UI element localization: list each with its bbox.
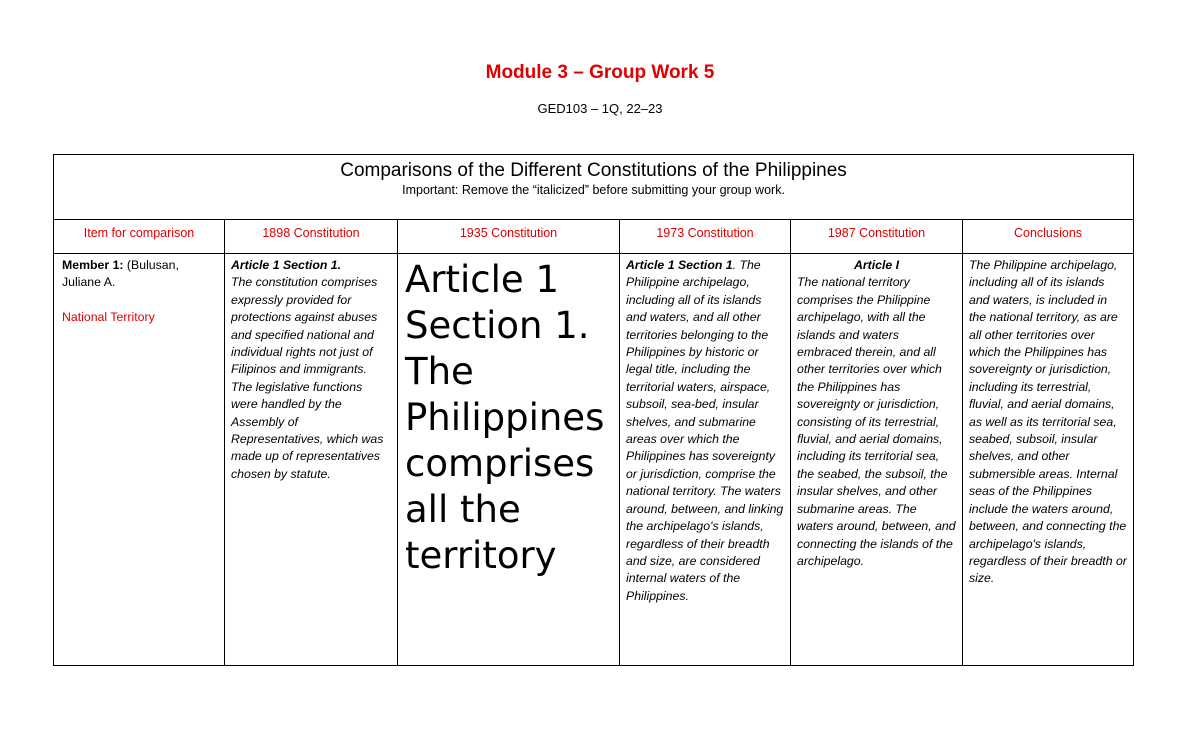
cell-1935 [398, 254, 620, 666]
cell-1973 [620, 254, 791, 666]
table-row [54, 254, 1134, 666]
table-heading: Comparisons of the Different Constitutions of the Philippines [340, 160, 847, 181]
cell-1935-text: Article 1 Section 1. The Philippines comprises all the territory [405, 258, 605, 577]
cell-1898-heading: Article 1 Section 1. [231, 258, 342, 272]
topic-label: National Territory [62, 309, 155, 324]
comparison-table [53, 154, 1134, 666]
table-header-cell [54, 155, 1134, 220]
conclusion-text: The Philippine archipelago, including all of its islands and waters, is included in the national territory, as are all other territories over which the Philippines has sovereignty or jurisdiction, including its terrestrial, fluvial, and aerial domains, as well as its territorial sea, seabed, subsoil, insular shelves, and other submersible areas. Internal seas of the Philippines include the waters around, between, and connecting the archipelago's islands, regardless of their breadth or size. [969, 258, 1127, 586]
column-header-1987: 1987 Constitution [791, 220, 963, 254]
cell-1987 [791, 254, 963, 666]
table-note: Important: Remove the “italicized” before submitting your group work. [402, 183, 785, 197]
cell-1898 [225, 254, 398, 666]
cell-1973-text: . The Philippine archipelago, including all of its islands and waters, and all other territories belonging to the Philippines by historic or legal title, including the territorial waters, airspace, subsoil, sea-bed, insular shelves, and submarine areas over which the Philippines has sovereignty or jurisdiction, comprise the national territory. The waters around, between, and linking the archipelago's islands, regardless of their breadth and size, are considered internal waters of the Philippines. [626, 258, 784, 603]
column-header-1973: 1973 Constitution [620, 220, 791, 254]
cell-conclusions [963, 254, 1134, 666]
member-label: Member 1: [62, 258, 124, 272]
column-header-1898: 1898 Constitution [225, 220, 398, 254]
document-subtitle: GED103 – 1Q, 22–23 [537, 101, 663, 116]
cell-item [54, 254, 225, 666]
cell-1898-text: The constitution comprises expressly provided for protections against abuses and specified national and individual rights not just of Filipinos and immigrants. The legislative functions were handled by the Assembly of Representatives, which was made up of representatives chosen by statute. [231, 275, 384, 481]
cell-1987-heading: Article I [853, 258, 900, 272]
document-title: Module 3 – Group Work 5 [485, 62, 715, 83]
cell-1987-text: The national territory comprises the Philippine archipelago, with all the islands and waters embraced therein, and all other territories over which the Philippines has sovereignty or jurisdiction, consisting of its terrestrial, fluvial, and aerial domains, including its territorial sea, the seabed, the subsoil, the insular shelves, and other submarine areas. The waters around, between, and connecting the islands of the archipelago. [797, 275, 956, 568]
column-header-1935: 1935 Constitution [398, 220, 620, 254]
cell-1973-heading: Article 1 Section 1 [626, 258, 733, 272]
member-name: (Bulusan, Juliane A. [62, 258, 179, 290]
column-header-row [54, 220, 1134, 254]
column-header-conclusions: Conclusions [963, 220, 1134, 254]
column-header-item: Item for comparison [54, 220, 225, 254]
